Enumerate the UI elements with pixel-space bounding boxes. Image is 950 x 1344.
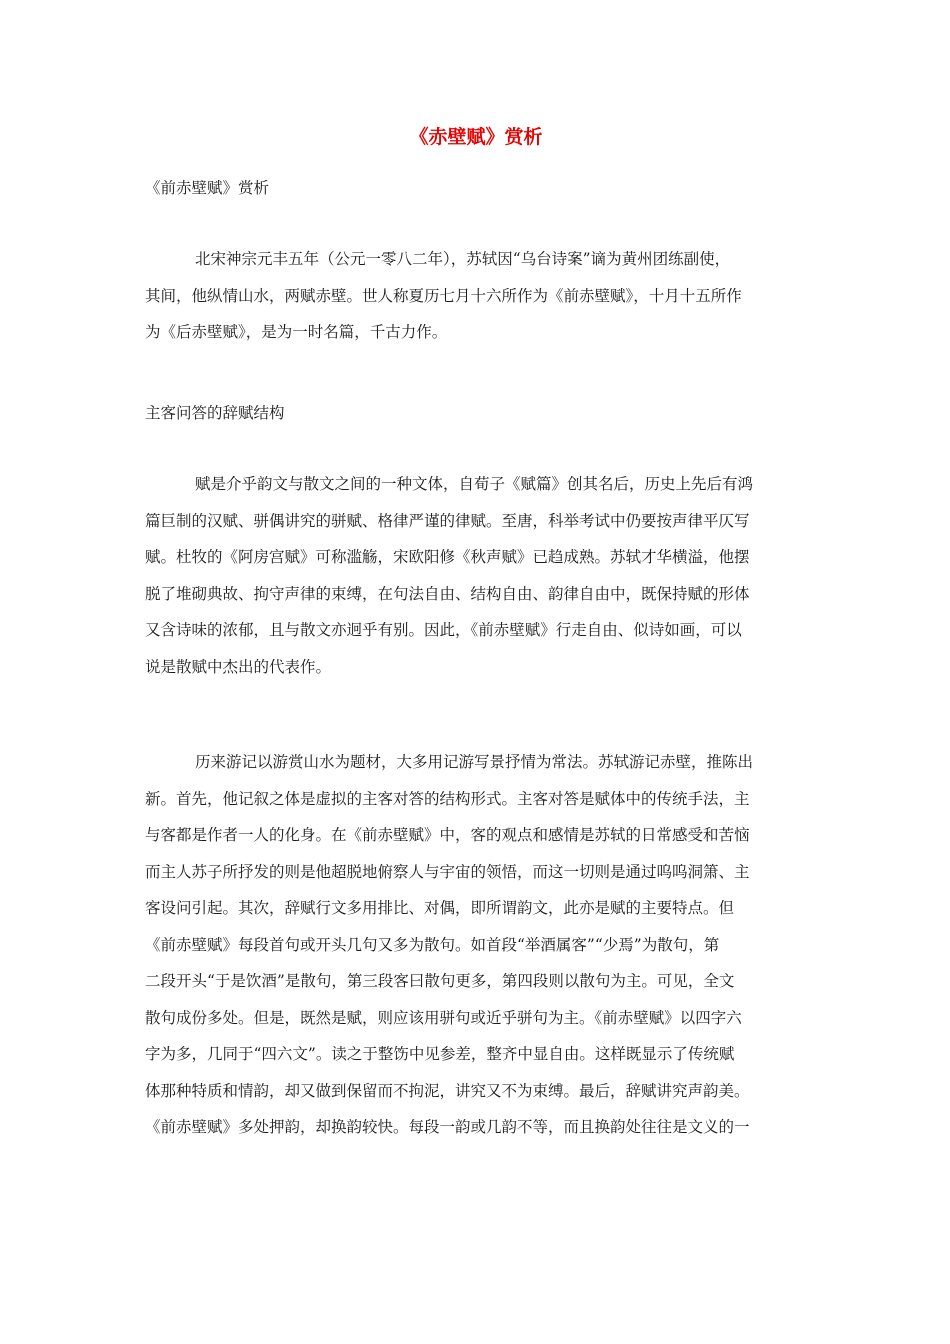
paragraph-line: 散句成份多处。但是，既然是赋，则应该用骈句或近乎骈句为主。《前赤壁赋》以四字六: [145, 1008, 742, 1027]
paragraph-2: [145, 466, 807, 685]
paragraph-line: 篇巨制的汉赋、骈偶讲究的骈赋、格律严谨的律赋。至唐，科举考试中仍要按声律平仄写: [145, 511, 750, 530]
document-title: 《赤壁赋》赏析: [409, 126, 543, 148]
paragraph-line: 赋是介乎韵文与散文之间的一种文体，自荀子《赋篇》创其名后，历史上先后有鸿: [195, 475, 754, 493]
paragraph-1: [145, 241, 807, 351]
paragraph-line: 字为多，几同于“四六文”。读之于整饬中见参差，整齐中显自由。这样既显示了传统赋: [145, 1045, 735, 1063]
paragraph-line: 二段开头“于是饮酒”是散句，第三段客曰散句更多，第四段则以散句为主。可见，全文: [145, 972, 735, 990]
paragraph-3: [145, 744, 807, 1146]
paragraph-line: 与客都是作者一人的化身。在《前赤壁赋》中，客的观点和感情是苏轼的日常感受和苦恼: [145, 826, 750, 844]
paragraph-line: 为《后赤壁赋》，是为一时名篇，千古力作。: [145, 323, 448, 341]
paragraph-line: 其间，他纵情山水，两赋赤壁。世人称夏历七月十六所作为《前赤壁赋》，十月十五所作: [145, 286, 742, 305]
paragraph-line: 历来游记以游赏山水为题材，大多用记游写景抒情为常法。苏轼游记赤壁，推陈出: [195, 753, 754, 771]
paragraph-line: 脱了堆砌典故、拘守声律的束缚，在句法自由、结构自由、韵律自由中，既保持赋的形体: [145, 584, 750, 603]
paragraph-line: 《前赤壁赋》每段首句或开头几句又多为散句。如首段“举酒属客”“少焉”为散句，第: [145, 935, 720, 954]
paragraph-line: 北宋神宗元丰五年（公元一零八二年），苏轼因“乌台诗案”谪为黄州团练副使，: [195, 250, 731, 268]
paragraph-line: 新。首先，他记叙之体是虚拟的主客对答的结构形式。主客对答是赋体中的传统手法，主: [145, 789, 750, 808]
paragraph-line: 体那种特质和情韵，却又做到保留而不拘泥，讲究又不为束缚。最后，辞赋讲究声韵美。: [145, 1081, 750, 1100]
subtitle: 《前赤壁赋》赏析: [145, 179, 270, 197]
paragraph-line: 赋。杜牧的《阿房宫赋》可称滥觞，宋欧阳修《秋声赋》已趋成熟。苏轼才华横溢，他摆: [145, 548, 750, 566]
paragraph-line: 而主人苏子所抒发的则是他超脱地俯察人与宇宙的领悟，而这一切则是通过呜呜洞箫、主: [145, 862, 750, 881]
paragraph-line: 客设问引起。其次，辞赋行文多用排比、对偶，即所谓韵文，此亦是赋的主要特点。但: [145, 899, 735, 917]
paragraph-line: 又含诗味的浓郁，且与散文亦迥乎有别。因此，《前赤壁赋》行走自由、似诗如画，可以: [145, 621, 742, 639]
section-heading: 主客问答的辞赋结构: [145, 404, 285, 422]
paragraph-line: 说是散赋中杰出的代表作。: [145, 657, 332, 676]
paragraph-line: 《前赤壁赋》多处押韵，却换韵较快。每段一韵或几韵不等，而且换韵处往往是文义的一: [145, 1118, 750, 1136]
